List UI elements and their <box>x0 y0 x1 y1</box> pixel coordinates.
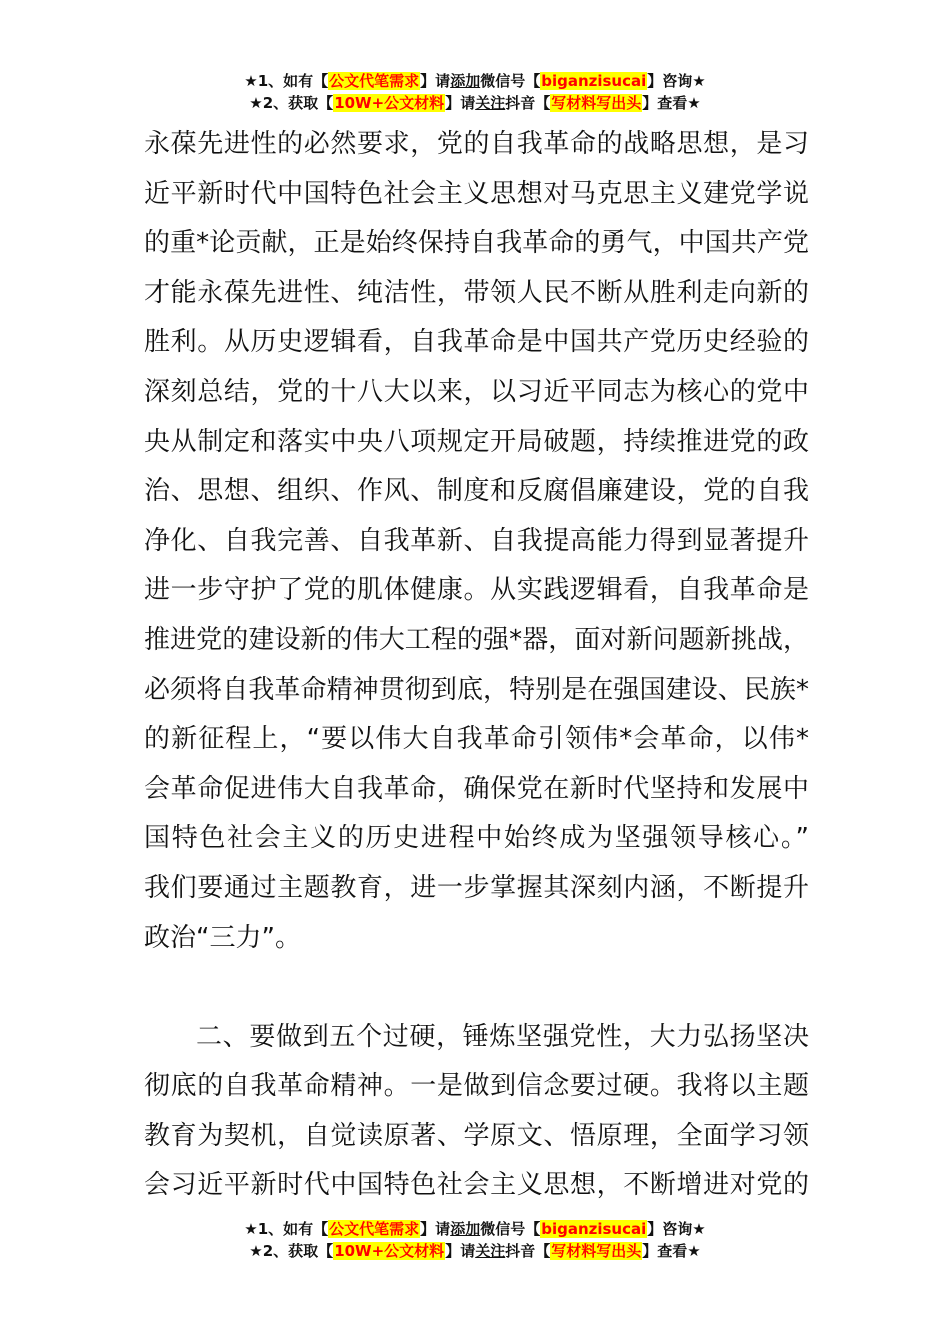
text: 】咨询★ <box>647 72 706 90</box>
text-line: 会革命促进伟大自我革命，确保党在新时代坚持和发展中 <box>144 773 809 804</box>
text: 】请 <box>420 72 451 90</box>
highlight-douyin-id: 写材料写出头 <box>551 1242 642 1260</box>
highlight-wechat-id: biganzisucai <box>541 1220 647 1238</box>
document-body <box>144 120 809 1211</box>
text-line: 永葆先进性的必然要求，党的自我革命的战略思想，是习 <box>144 129 809 159</box>
text-line: 我们要通过主题教育，进一步掌握其深刻内涵，不断提升 <box>144 872 809 903</box>
highlight-materials: 10W+公文材料 <box>334 1242 445 1260</box>
underline-add: 添加 <box>450 1220 481 1238</box>
text-line: 的重*论贡献，正是始终保持自我革命的勇气，中国共产党 <box>144 228 809 259</box>
highlight-materials: 10W+公文材料 <box>334 94 445 112</box>
text-line: 二、要做到五个过硬，锤炼坚强党性，大力弘扬坚决 <box>196 1021 809 1052</box>
paragraph-1 <box>144 120 809 963</box>
text-line: 进一步守护了党的肌体健康。从实践逻辑看，自我革命是 <box>144 575 809 606</box>
highlight-service: 公文代笔需求 <box>329 1220 420 1238</box>
underline-follow: 关注 <box>475 1242 506 1260</box>
underline-add: 添加 <box>450 72 481 90</box>
text: 】查看★ <box>642 1242 701 1260</box>
text-line: 胜利。从历史逻辑看，自我革命是中国共产党历史经验的 <box>144 327 809 358</box>
text: 微信号【 <box>480 72 541 90</box>
header-banner <box>0 70 950 114</box>
text: 】咨询★ <box>647 1220 706 1238</box>
footer-banner-line-2 <box>0 1240 950 1262</box>
text: ★2、获取【 <box>249 1242 334 1260</box>
text-line: 治、思想、组织、作风、制度和反腐倡廉建设，党的自我 <box>144 476 809 507</box>
footer-banner <box>0 1218 950 1262</box>
text-line: 的新征程上，“要以伟大自我革命引领伟*会革命，以伟* <box>144 724 809 755</box>
header-banner-line-1 <box>0 70 950 92</box>
text: 】查看★ <box>642 94 701 112</box>
text: 】请 <box>445 1242 476 1260</box>
highlight-service: 公文代笔需求 <box>329 72 420 90</box>
text: 】请 <box>420 1220 451 1238</box>
text: 】请 <box>445 94 476 112</box>
text-line: 教育为契机，自觉读原著、学原文、悟原理，全面学习领 <box>144 1120 809 1151</box>
text-line: 推进党的建设新的伟大工程的强*器，面对新问题新挑战， <box>144 624 809 655</box>
paragraph-2 <box>144 1013 809 1211</box>
text: 微信号【 <box>480 1220 541 1238</box>
text: ★1、如有【 <box>244 1220 329 1238</box>
highlight-wechat-id: biganzisucai <box>541 72 647 90</box>
text: ★1、如有【 <box>244 72 329 90</box>
text-line: 才能永葆先进性、纯洁性，带领人民不断从胜利走向新的 <box>144 277 809 308</box>
text-line: 国特色社会主义的历史进程中始终成为坚强领导核心。” <box>144 823 809 854</box>
text: 抖音【 <box>505 94 551 112</box>
highlight-douyin-id: 写材料写出头 <box>551 94 642 112</box>
text-line: 近平新时代中国特色社会主义思想对马克思主义建党学说 <box>144 178 809 209</box>
text-line: 央从制定和落实中央八项规定开局破题，持续推进党的政 <box>144 426 809 457</box>
text-line: 必须将自我革命精神贯彻到底，特别是在强国建设、民族* <box>144 674 809 705</box>
footer-banner-line-1 <box>0 1218 950 1240</box>
text: ★2、获取【 <box>249 94 334 112</box>
text-line: 深刻总结，党的十八大以来，以习近平同志为核心的党中 <box>144 376 809 407</box>
underline-follow: 关注 <box>475 94 506 112</box>
text-line: 彻底的自我革命精神。一是做到信念要过硬。我将以主题 <box>144 1071 809 1102</box>
text: 抖音【 <box>505 1242 551 1260</box>
text-line: 净化、自我完善、自我革新、自我提高能力得到显著提升 <box>144 525 809 556</box>
header-banner-line-2 <box>0 92 950 114</box>
text-line: 会习近平新时代中国特色社会主义思想，不断增进对党的 <box>144 1170 809 1201</box>
paragraph-gap <box>144 963 809 1013</box>
text-line: 政治“三力”。 <box>144 922 301 953</box>
